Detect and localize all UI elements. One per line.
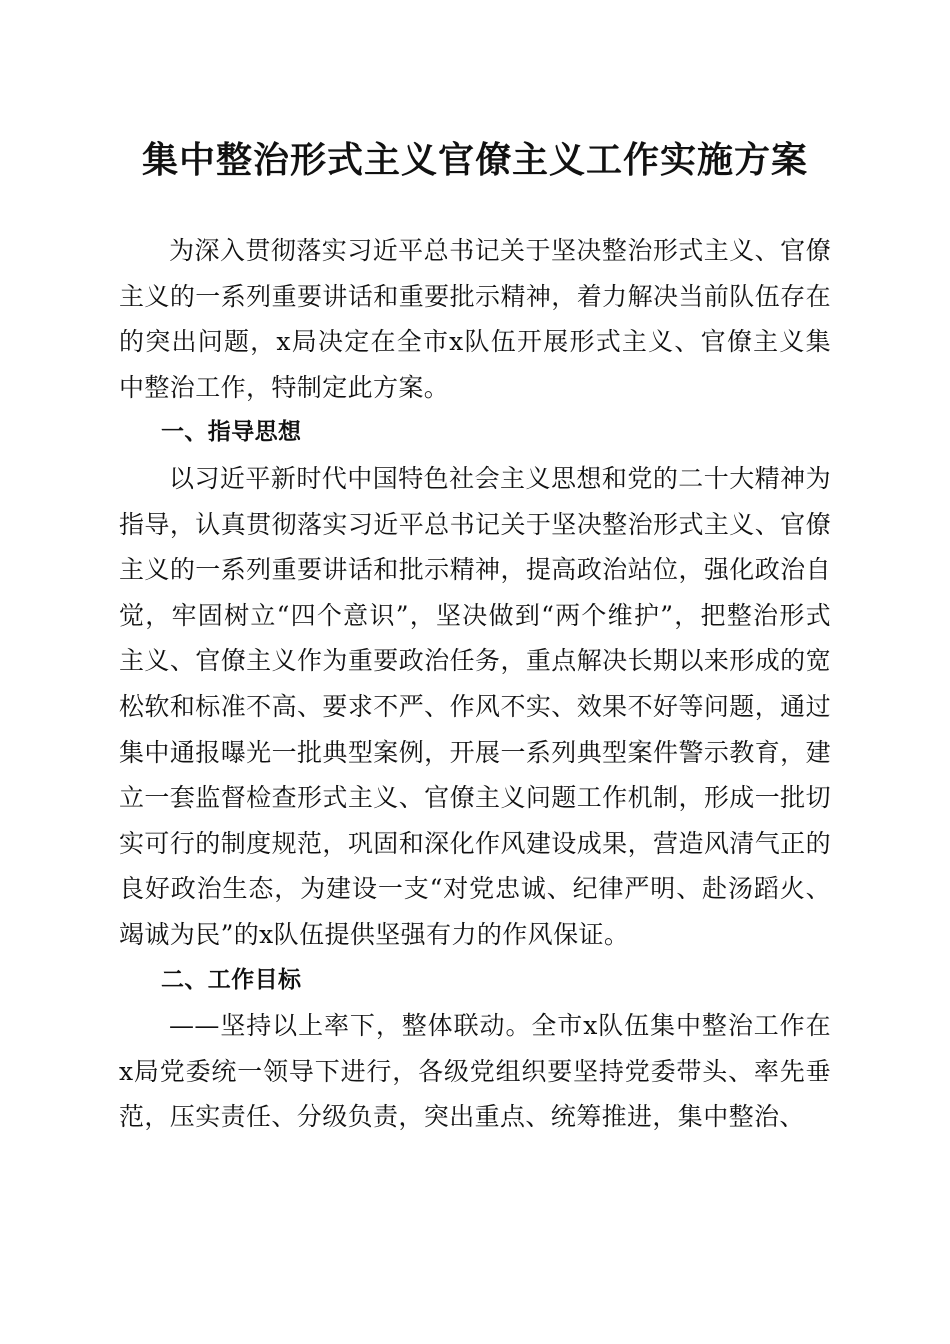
intro-paragraph: 为深入贯彻落实习近平总书记关于坚决整治形式主义、官僚主义的一系列重要讲话和重要批示精神，着力解决当前队伍存在的突出问题，x局决定在全市x队伍开展形式主义、官僚主义集中整治工作，特制定此方案。 <box>119 236 831 402</box>
section-paragraph-work-goals: ——坚持以上率下，整体联动。全市x队伍集中整治工作在x局党委统一领导下进行，各级党组织要坚持党委带头、率先垂范，压实责任、分级负责，突出重点、统筹推进，集中整治、 <box>119 1011 831 1132</box>
section-paragraph-guiding-ideology: 以习近平新时代中国特色社会主义思想和党的二十大精神为指导，认真贯彻落实习近平总书记关于坚决整治形式主义、官僚主义的一系列重要讲话和批示精神，提高政治站位，强化政治自觉，牢固树立“四个意识”，坚决做到“两个维护”，把整治形式主义、官僚主义作为重要政治任务，重点解决长期以来形成的宽松软和标准不高、要求不严、作风不实、效果不好等问题，通过集中通报曝光一批典型案例，开展一系列典型案件警示教育，建立一套监督检查形式主义、官僚主义问题工作机制，形成一批切实可行的制度规范，巩固和深化作风建设成果，营造风清气正的良好政治生态，为建设一支“对党忠诚、纪律严明、赴汤蹈火、竭诚为民”的x队伍提供坚强有力的作风保证。 <box>119 463 831 949</box>
section-heading-work-goals: 二、工作目标 <box>161 966 302 993</box>
document-body <box>119 228 831 1140</box>
document-title: 集中整治形式主义官僚主义工作实施方案 <box>141 139 808 181</box>
section-heading-guiding-ideology: 一、指导思想 <box>161 419 302 446</box>
